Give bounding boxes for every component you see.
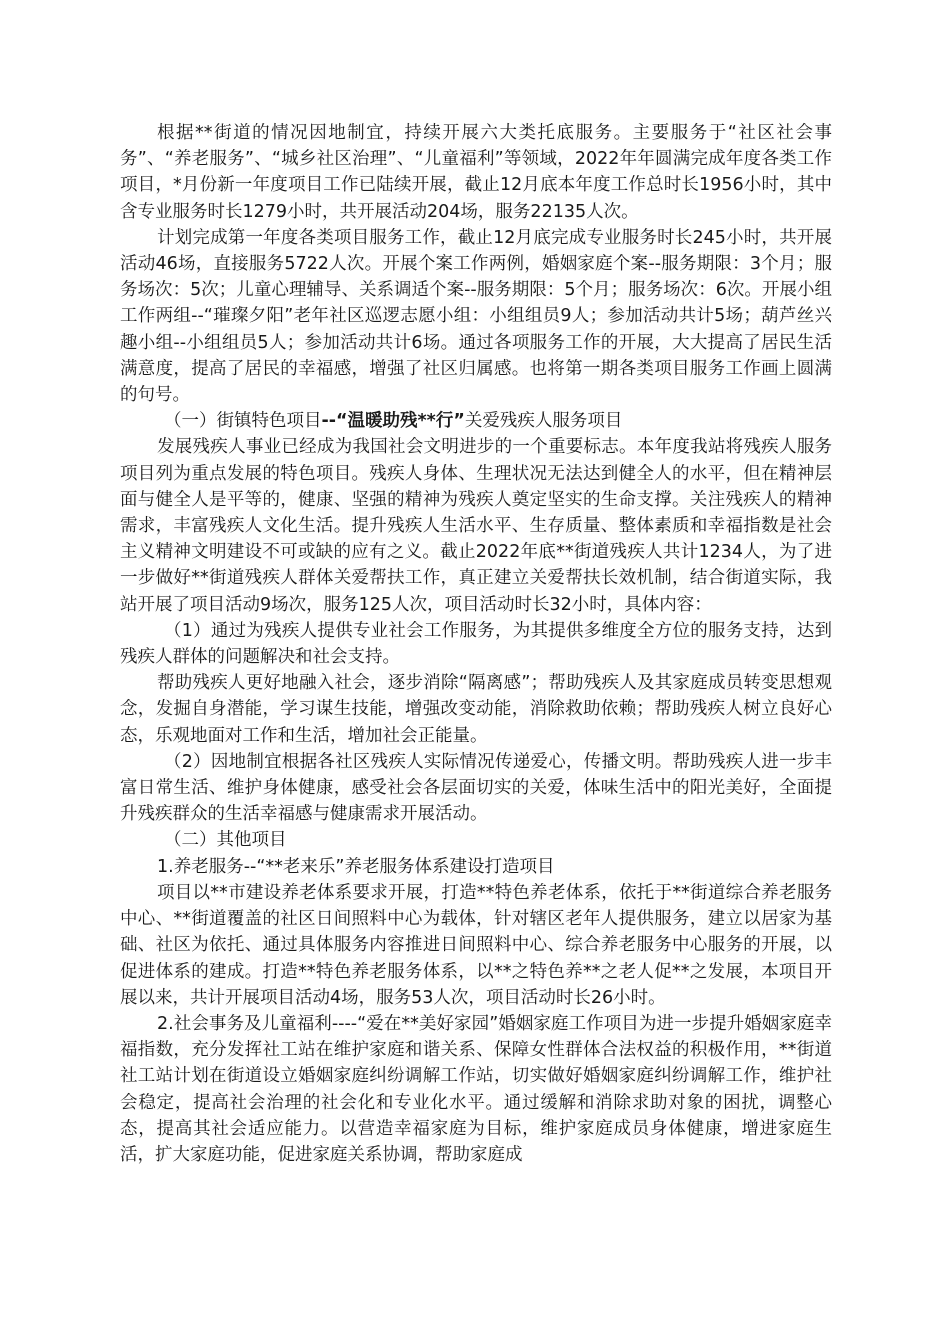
subheading-elderly-service: 1.养老服务--“**老来乐”养老服务体系建设打造项目 xyxy=(157,856,555,877)
paragraph-item-1: （1）通过为残疾人提供专业社会工作服务，为其提供多维度全方位的服务支持，达到残疾人群体的问题解决和社会支持。 xyxy=(120,620,832,668)
paragraph-first-year-summary: 计划完成第一年度各类项目服务工作，截止12月底完成专业服务时长245小时，共开展活动46场，直接服务5722人次。开展个案工作两例，婚姻家庭个案--服务期限：3个月；服务场次：5次；儿童心理辅导、关系调适个案--服务期限：5个月；服务场次：6次。开展小组工作两组--“璀璨夕阳”老年社区巡逻志愿小组：小组组员9人；参加活动共计5场；葫芦丝兴趣小组--小组组员5人；参加活动共计6场。通过各项服务工作的开展，大大提高了居民生活满意度，提高了居民的幸福感，增强了社区归属感。也将第一期各类项目服务工作画上圆满的句号。 xyxy=(120,227,832,406)
section-heading-1-suffix: 关爱残疾人服务项目 xyxy=(464,411,623,432)
paragraph-disability-intro: 发展残疾人事业已经成为我国社会文明进步的一个重要标志。本年度我站将残疾人服务项目列为重点发展的特色项目。残疾人身体、生理状况无法达到健全人的水平，但在精神层面与健全人是平等的，健康、坚强的精神为残疾人奠定坚实的生命支撑。关注残疾人的精神需求，丰富残疾人文化生活。提升残疾人生活水平、生存质量、整体素质和幸福指数是社会主义精神文明建设不可或缺的应有之义。截止2022年底**街道残疾人共计1234人，为了进一步做好**街道残疾人群体关爱帮扶工作，真正建立关爱帮扶长效机制，结合街道实际，我站开展了项目活动9场次，服务125人次，项目活动时长32小时，具体内容： xyxy=(120,437,832,615)
section-heading-1-bold: --“温暖助残**行” xyxy=(321,411,465,432)
paragraph-overview: 根据**街道的情况因地制宜，持续开展六大类托底服务。主要服务于“社区社会事务”、“养老服务”、“城乡社区治理”、“儿童福利”等领域，2022年年圆满完成年度各类工作项目，*月份新一年度项目工作已陆续开展，截止12月底本年度工作总时长1956小时，其中含专业服务时长1279小时，共开展活动204场，服务22135人次。 xyxy=(120,123,832,222)
paragraph-item-2: （2）因地制宜根据各社区残疾人实际情况传递爱心，传播文明。帮助残疾人进一步丰富日常生活、维护身体健康，感受社会各层面切实的关爱，体味生活中的阳光美好，全面提升残疾群众的生活幸福感与健康需求开展活动。 xyxy=(120,751,832,825)
paragraph-elderly-service: 项目以**市建设养老体系要求开展，打造**特色养老体系，依托于**街道综合养老服务中心、**街道覆盖的社区日间照料中心为载体，针对辖区老年人提供服务，建立以居家为基础、社区为依托、通过具体服务内容推进日间照料中心、综合养老服务中心服务的开展，以促进体系的建成。打造**特色养老服务体系，以**之特色养**之老人促**之发展，本项目开展以来，共计开展项目活动4场，服务53人次，项目活动时长26小时。 xyxy=(120,882,832,1008)
paragraph-disability-help: 帮助残疾人更好地融入社会，逐步消除“隔离感”；帮助残疾人及其家庭成员转变思想观念，发掘自身潜能，学习谋生技能，增强改变动能，消除救助依赖；帮助残疾人树立良好心态，乐观地面对工作和生活，增加社会正能量。 xyxy=(120,673,832,746)
paragraph-social-affairs: 2.社会事务及儿童福利----“爱在**美好家园”婚姻家庭工作项目为进一步提升婚姻家庭幸福指数，充分发挥社工站在维护家庭和谐关系、保障女性群体合法权益的积极作用，**街道社工站计划在街道设立婚姻家庭纠纷调解工作站，切实做好婚姻家庭纠纷调解工作，维护社会稳定，提高社会治理的社会化和专业化水平。通过缓解和消除求助对象的困扰，调整心态，提高其社会适应能力。以营造幸福家庭为目标，维护家庭成员身体健康，增进家庭生活，扩大家庭功能，促进家庭关系协调，帮助家庭成 xyxy=(120,1013,832,1165)
section-heading-1 xyxy=(120,408,832,434)
section-heading-2: （二）其他项目 xyxy=(164,830,287,851)
document-page xyxy=(120,120,832,1168)
section-heading-1-prefix: （一）街镇特色项目 xyxy=(164,411,322,432)
